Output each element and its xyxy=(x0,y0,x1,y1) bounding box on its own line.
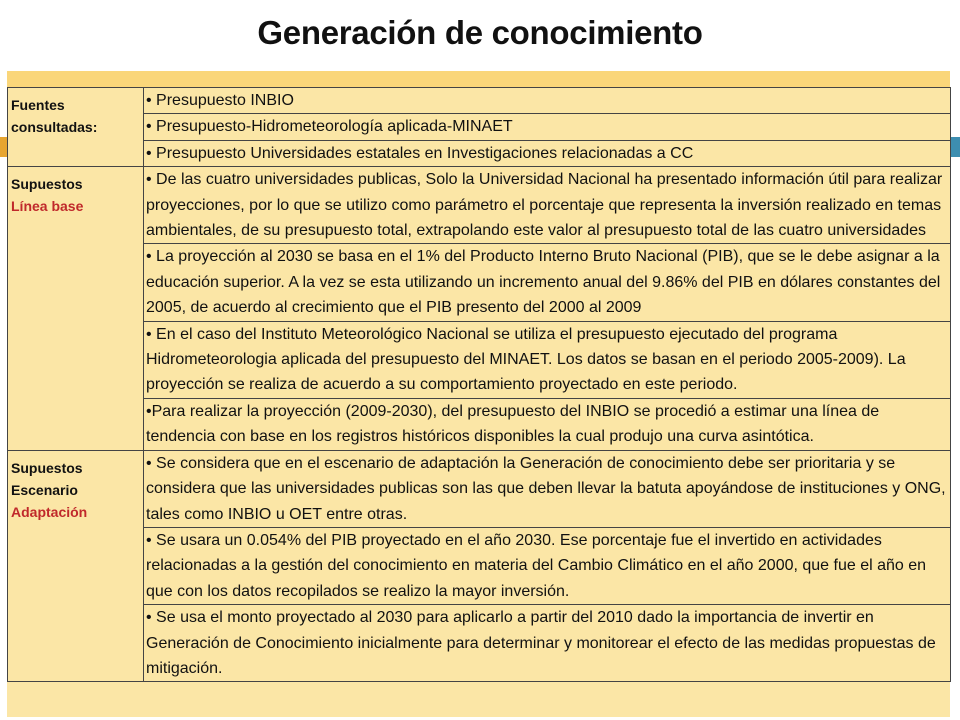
table-row xyxy=(8,114,951,140)
table-row xyxy=(8,605,951,682)
linea-base-item-3: • En el caso del Instituto Meteorológico Nacional se utiliza el presupuesto ejecutado del programa Hidrometeorologia aplicada del presupuesto del MINAET. Los datos se basan en el periodo 2005-2009). La proyección se realiza de acuerdo a su comportamiento proyectado en este periodo. xyxy=(144,321,951,398)
assumptions-grid xyxy=(7,87,951,682)
adaptacion-item-1: • Se considera que en el escenario de adaptación la Generación de conocimiento debe ser prioritaria y se considera que las universidades publicas son las que deben llevar la batuta apoyándose de instituciones y ONG, tales como INBIO u OET entre otras. xyxy=(144,450,951,527)
table-row xyxy=(8,527,951,604)
table-row xyxy=(8,450,951,527)
fuentes-item-1: • Presupuesto INBIO xyxy=(144,88,951,114)
table-row xyxy=(8,321,951,398)
table-row xyxy=(8,244,951,321)
linea-base-item-2: • La proyección al 2030 se basa en el 1% del Producto Interno Bruto Nacional (PIB), que se le debe asignar a la educación superior. A la vez se esta utilizando un incremento anual del 9.86% del PIB en dólares constantes del 2005, de acuerdo al crecimiento que el PIB presento del 2000 al 2009 xyxy=(144,244,951,321)
right-accent-bar xyxy=(950,137,960,157)
adaptacion-label-3: Adaptación xyxy=(11,503,88,520)
adaptacion-item-3: • Se usa el monto proyectado al 2030 para aplicarlo a partir del 2010 dado la importancia de invertir en Generación de Conocimiento inicialmente para determinar y monitorear el efecto de las medidas propuestas de mitigación. xyxy=(144,605,951,682)
linea-base-label-1: Supuestos xyxy=(11,176,83,193)
table-row xyxy=(8,398,951,450)
row-label-fuentes xyxy=(8,88,144,167)
row-label-linea-base xyxy=(8,167,144,450)
assumptions-table xyxy=(7,71,950,717)
linea-base-label-2: Línea base xyxy=(11,198,84,215)
fuentes-label: Fuentes consultadas: xyxy=(11,97,98,135)
table-row xyxy=(8,167,951,244)
page-title: Generación de conocimiento xyxy=(257,14,703,51)
table-row xyxy=(8,88,951,114)
linea-base-item-4: •Para realizar la proyección (2009-2030), del presupuesto del INBIO se procedió a estimar una línea de tendencia con base en los registros históricos disponibles la cual produjo una curva asintótica. xyxy=(144,398,951,450)
fuentes-item-2: • Presupuesto-Hidrometeorología aplicada-MINAET xyxy=(144,114,951,140)
linea-base-item-1: • De las cuatro universidades publicas, Solo la Universidad Nacional ha presentado información útil para realizar proyecciones, por lo que se utilizo como parámetro el porcentaje que representa la inversión realizado en temas ambientales, de su presupuesto total, extrapolando este valor al presupuesto total de las cuatro universidades xyxy=(144,167,951,244)
fuentes-item-3: • Presupuesto Universidades estatales en Investigaciones relacionadas a CC xyxy=(144,140,951,166)
adaptacion-label-1: Supuestos xyxy=(11,459,83,476)
table-header-band xyxy=(7,71,950,87)
table-row xyxy=(8,140,951,166)
adaptacion-item-2: • Se usara un 0.054% del PIB proyectado en el año 2030. Ese porcentaje fue el invertido en actividades relacionadas a la gestión del conocimiento en materia del Cambio Climático en el año 2000, que fue el año en que con los datos recopilados se realizo la mayor inversión. xyxy=(144,527,951,604)
row-label-adaptacion xyxy=(8,450,144,682)
adaptacion-label-2: Escenario xyxy=(11,481,78,498)
